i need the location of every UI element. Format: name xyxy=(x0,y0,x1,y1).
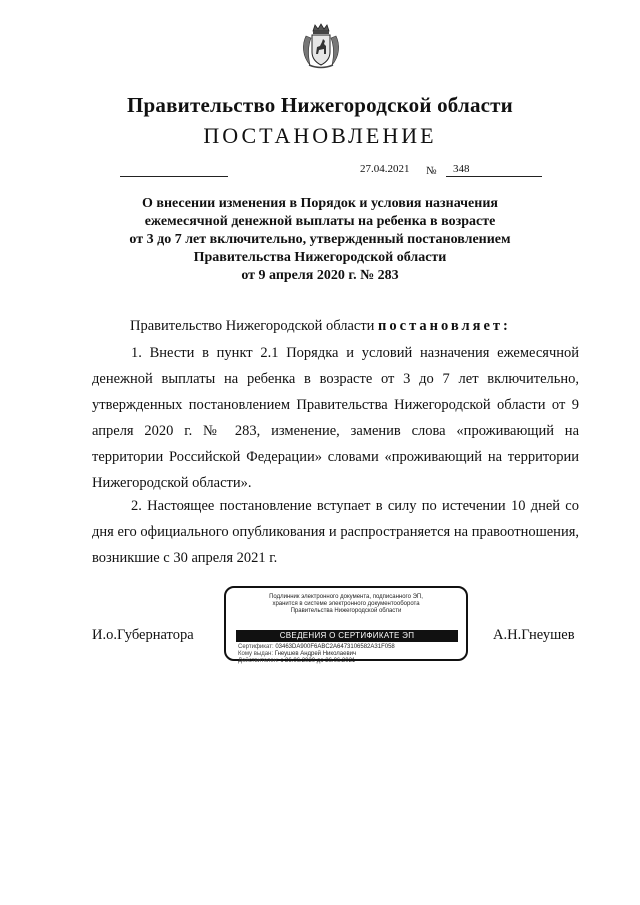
signer-name: А.Н.Гнеушев xyxy=(493,627,575,643)
certificate-info-bar: СВЕДЕНИЯ О СЕРТИФИКАТЕ ЭП xyxy=(236,630,458,642)
subject-line: ежемесячной денежной выплаты на ребенка в возрасте xyxy=(144,214,496,229)
certificate-details xyxy=(238,644,395,665)
intro-prefix: Правительство Нижегородской области xyxy=(130,318,379,334)
issued-label: Кому выдан: xyxy=(238,651,274,657)
electronic-signature-stamp xyxy=(224,586,468,664)
document-date: 27.04.2021 xyxy=(360,163,410,175)
issued-row xyxy=(238,651,395,658)
intro-action: постановляет: xyxy=(378,318,511,334)
issued-value: Гнеушев Андрей Николаевич xyxy=(274,651,357,657)
date-underline xyxy=(120,176,228,177)
number-underline xyxy=(446,176,542,177)
stamp-header xyxy=(226,594,466,615)
validity-value: с 26.06.2020 до 26.06.2021 xyxy=(280,658,356,664)
subject-line: от 3 до 7 лет включительно, утвержденный постановлением xyxy=(129,232,511,247)
document-number: 348 xyxy=(453,163,470,175)
signer-title: И.о.Губернатора xyxy=(92,627,194,643)
document-type-heading: ПОСТАНОВЛЕНИЕ xyxy=(203,123,437,148)
subject-line: О внесении изменения в Порядок и условия назначения xyxy=(142,196,498,211)
paragraph-1: 1. Внести в пункт 2.1 Порядка и условий назначения ежемесячной денежной выплаты на ребенка в возрасте от 3 до 7 лет включительно, утвержденных постановлением Правительства Нижегородской области от 9 апреля 2020 г. № 283, изменение, заменив слова «проживающий на территории Российской Федерации» словами «проживающий на территории Нижегородской области». xyxy=(92,345,579,491)
validity-label: Действителен: xyxy=(238,658,279,664)
document-subject xyxy=(100,195,540,285)
organization-title: Правительство Нижегородской области xyxy=(127,93,513,117)
paragraph-2: 2. Настоящее постановление вступает в силу по истечении 10 дней со дня его официального опубликования и распространяется на правоотношения, возникшие с 30 апреля 2021 г. xyxy=(92,498,579,566)
certificate-row xyxy=(238,644,395,651)
stamp-header-line: Правительства Нижегородской области xyxy=(290,608,402,614)
subject-line: Правительства Нижегородской области xyxy=(193,250,447,265)
subject-line: от 9 апреля 2020 г. № 283 xyxy=(241,268,399,283)
resolution-intro xyxy=(130,313,511,339)
number-sign: № xyxy=(426,165,437,177)
stamp-header-line: Подлинник электронного документа, подписанного ЭП, xyxy=(269,594,423,600)
validity-row xyxy=(238,658,395,665)
coat-of-arms-emblem xyxy=(300,22,342,70)
certificate-label: Сертификат: xyxy=(238,644,274,650)
certificate-value: 03463DA900F6ABC2A6473106582A31F058 xyxy=(275,644,395,650)
stamp-header-line: хранится в системе электронного документооборота xyxy=(272,601,420,607)
